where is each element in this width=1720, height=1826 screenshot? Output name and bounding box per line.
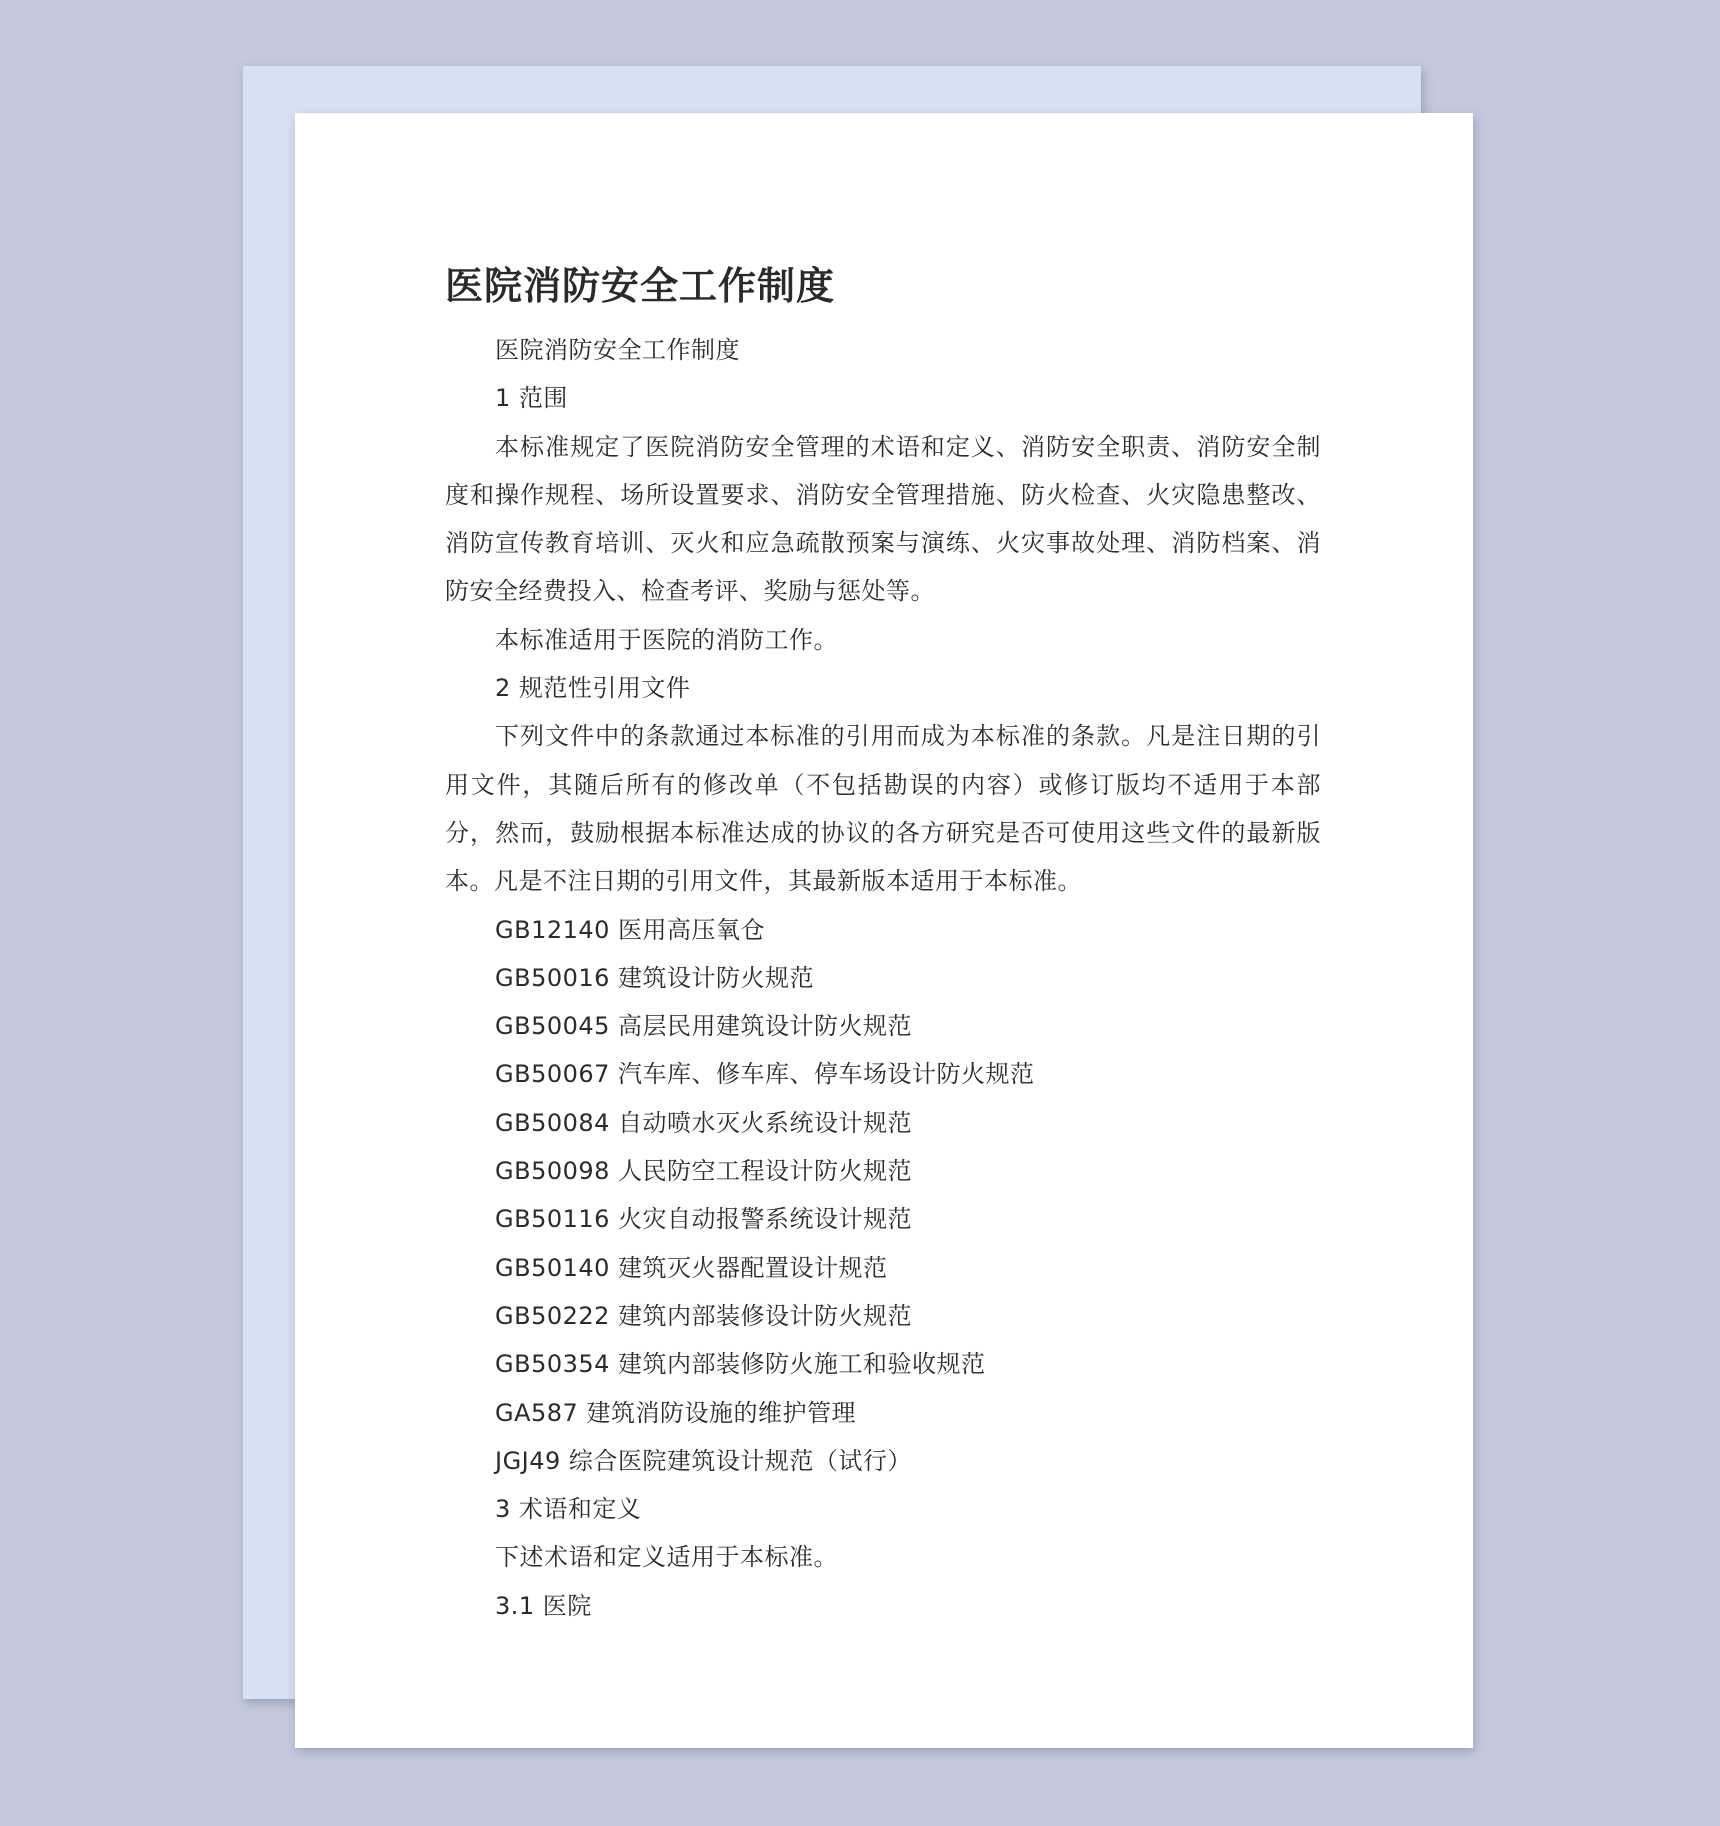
reference-item: GB50067 汽车库、修车库、停车场设计防火规范 (495, 1060, 1035, 1089)
document-title: 医院消防安全工作制度 (445, 264, 836, 308)
paragraph-scope-content: 本标准规定了医院消防安全管理的术语和定义、消防安全职责、消防安全制度和操作规程、场所设置要求、消防安全管理措施、防火检查、火灾隐患整改、消防宣传教育培训、灭火和应急疏散预案与演练、火灾事故处理、消防档案、消防安全经费投入、检查考评、奖励与惩处等。 (445, 432, 1321, 606)
reference-item: GA587 建筑消防设施的维护管理 (495, 1398, 856, 1427)
reference-item: GB50016 建筑设计防火规范 (495, 963, 815, 992)
reference-item: JGJ49 综合医院建筑设计规范（试行） (495, 1446, 912, 1475)
reference-item: GB50045 高层民用建筑设计防火规范 (495, 1012, 913, 1041)
reference-item: GB50084 自动喷水灭火系统设计规范 (495, 1108, 913, 1137)
subsection-heading-hospital: 3.1 医院 (495, 1591, 592, 1620)
reference-item: GB50222 建筑内部装修设计防火规范 (495, 1301, 913, 1330)
reference-item: GB50354 建筑内部装修防火施工和验收规范 (495, 1350, 986, 1379)
reference-item: GB50140 建筑灭火器配置设计规范 (495, 1253, 888, 1282)
reference-item: GB12140 医用高压氧仓 (495, 915, 766, 944)
section-heading-references: 2 规范性引用文件 (495, 674, 691, 703)
paragraph-references-intro: 下列文件中的条款通过本标准的引用而成为本标准的条款。凡是注日期的引用文件，其随后所有的修改单（不包括勘误的内容）或修订版均不适用于本部分，然而，鼓励根据本标准达成的协议的各方研究是否可使用这些文件的最新版本。凡是不注日期的引用文件，其最新版本适用于本标准。 (445, 722, 1321, 896)
paragraph-subtitle: 医院消防安全工作制度 (495, 336, 740, 364)
reference-item: GB50098 人民防空工程设计防火规范 (495, 1157, 913, 1186)
document-body (445, 256, 1321, 1630)
section-heading-terms: 3 术语和定义 (495, 1495, 642, 1524)
reference-item: GB50116 火灾自动报警系统设计规范 (495, 1205, 913, 1234)
document-page (295, 113, 1473, 1748)
paragraph-scope-applicability: 本标准适用于医院的消防工作。 (495, 625, 838, 654)
section-heading-scope: 1 范围 (495, 384, 568, 413)
paragraph-terms-intro: 下述术语和定义适用于本标准。 (495, 1543, 838, 1572)
